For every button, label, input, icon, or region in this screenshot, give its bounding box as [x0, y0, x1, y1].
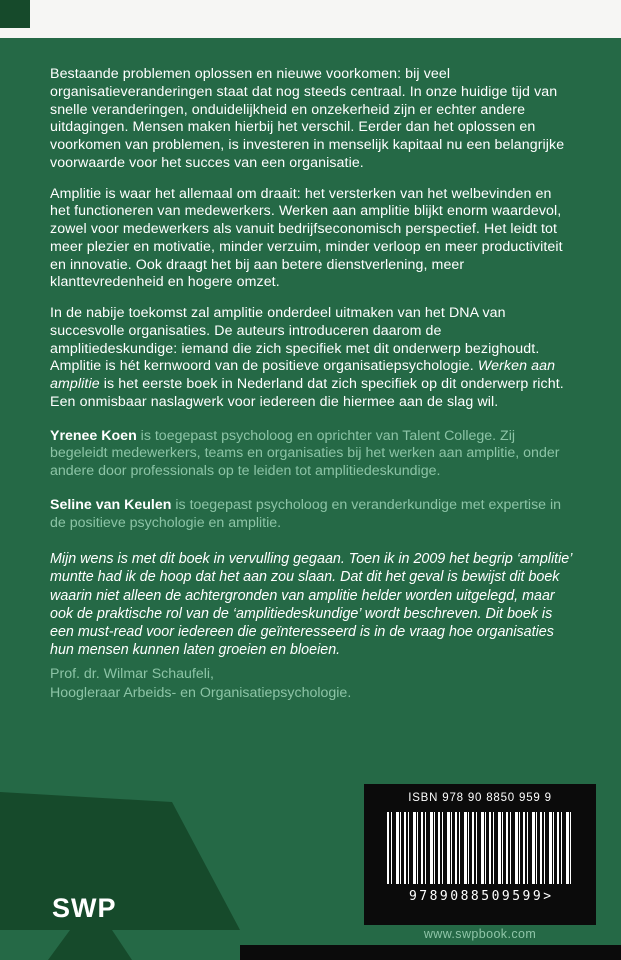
author-bio-1	[50, 428, 572, 481]
barcode-digits	[364, 889, 596, 904]
watering-can-logo-icon	[0, 780, 252, 960]
author-bio-1-text: is toegepast psycholoog en oprichter van Talent College. Zij begeleidt medewerkers, teams en organisaties bij het werken aan amplitie, onder andere door professionals op te leiden tot amplitiedeskundige.	[50, 427, 560, 479]
publisher-logo-text: SWP	[52, 893, 117, 923]
author-bio-2	[50, 497, 572, 533]
barcode-chevron: >	[543, 889, 552, 904]
author-bio-2-text: is toegepast psycholoog en veranderkundige met expertise in de positieve psychologie en amplitie.	[50, 496, 562, 531]
paragraph-2: Amplitie is waar het allemaal om draait: het versterken van het welbevinden en het functioneren van medewerkers. Werken aan amplitie blijkt enorm waardevol, zowel voor medewerkers als vanuit bedrijfseconomisch perspectief. Het leidt tot meer plezier en motivatie, minder verzuim, minder verloop en meer productiviteit en innovatie. Ook draagt het bij aan betere dienstverlening, meer klanttevredenheid en hogere omzet.	[50, 185, 563, 291]
barcode-icon	[387, 812, 573, 884]
spine-corner-square	[0, 0, 30, 28]
endorsement-quote: Mijn wens is met dit boek in vervulling gegaan. Toen ik in 2009 het begrip ‘amplitie’ muntte had ik de hoop dat het aan zou slaan. Dat dit het geval is bewijst dit boek waarin niet alleen de achtergronden van amplitie helder worden uitgelegd, maar ook de praktische rol van de ‘amplitiedeskundige’ wordt beschreven. Dit boek is een must-read voor iedereen die geïnteresseerd is in de vraag hoe organisaties hun mensen kunnen laten groeien en bloeien.	[50, 551, 572, 659]
quote-attribution	[50, 665, 572, 702]
book-title-italic: Werken aan amplitie	[50, 358, 556, 392]
watering-can-body	[0, 792, 240, 930]
back-cover-text-column	[50, 66, 572, 702]
publisher-website: www.swpbook.com	[423, 927, 537, 941]
bottom-black-strip	[240, 945, 621, 960]
barcode-panel	[364, 784, 596, 925]
attribution-name: Prof. dr. Wilmar Schaufeli,	[50, 666, 214, 683]
author-name-1: Yrenee Koen	[50, 427, 137, 444]
attribution-title: Hoogleraar Arbeids- en Organisatiepsychologie.	[50, 684, 352, 701]
author-name-2: Seline van Keulen	[50, 496, 172, 513]
paragraph-1: Bestaande problemen oplossen en nieuwe voorkomen: bij veel organisatieveranderingen staat dat nog steeds centraal. In onze huidige tijd van snelle veranderingen, onduidelijkheid en onzekerheid zijn er echter andere uitdagingen. Mensen maken hierbij het verschil. Eerder dan het oplossen en voorkomen van problemen, is investeren in menselijk kapitaal nu een belangrijke voorwaarde voor het succes van een organisatie.	[50, 66, 565, 171]
watering-can-spout	[48, 930, 132, 960]
paragraph-3-text-before: In de nabije toekomst zal amplitie onderdeel uitmaken van het DNA van succesvolle organisaties. De auteurs introduceren daarom de amplitiedeskundige: iemand die zich specifiek met dit onderwerp bezighoudt. Amplitie is hét kernwoord van de positieve organisatiepsychologie.	[50, 305, 540, 375]
barcode-number: 9789088509599	[408, 889, 544, 904]
paragraph-3	[50, 305, 572, 412]
paragraph-3-text-after: is het eerste boek in Nederland dat zich specifiek op dit onderwerp richt. Een onmisbaar naslagwerk voor iedereen die hiermee aan de slag wil.	[50, 376, 564, 410]
top-white-bar	[0, 0, 621, 38]
isbn-label: ISBN 978 90 8850 959 9	[408, 792, 552, 804]
